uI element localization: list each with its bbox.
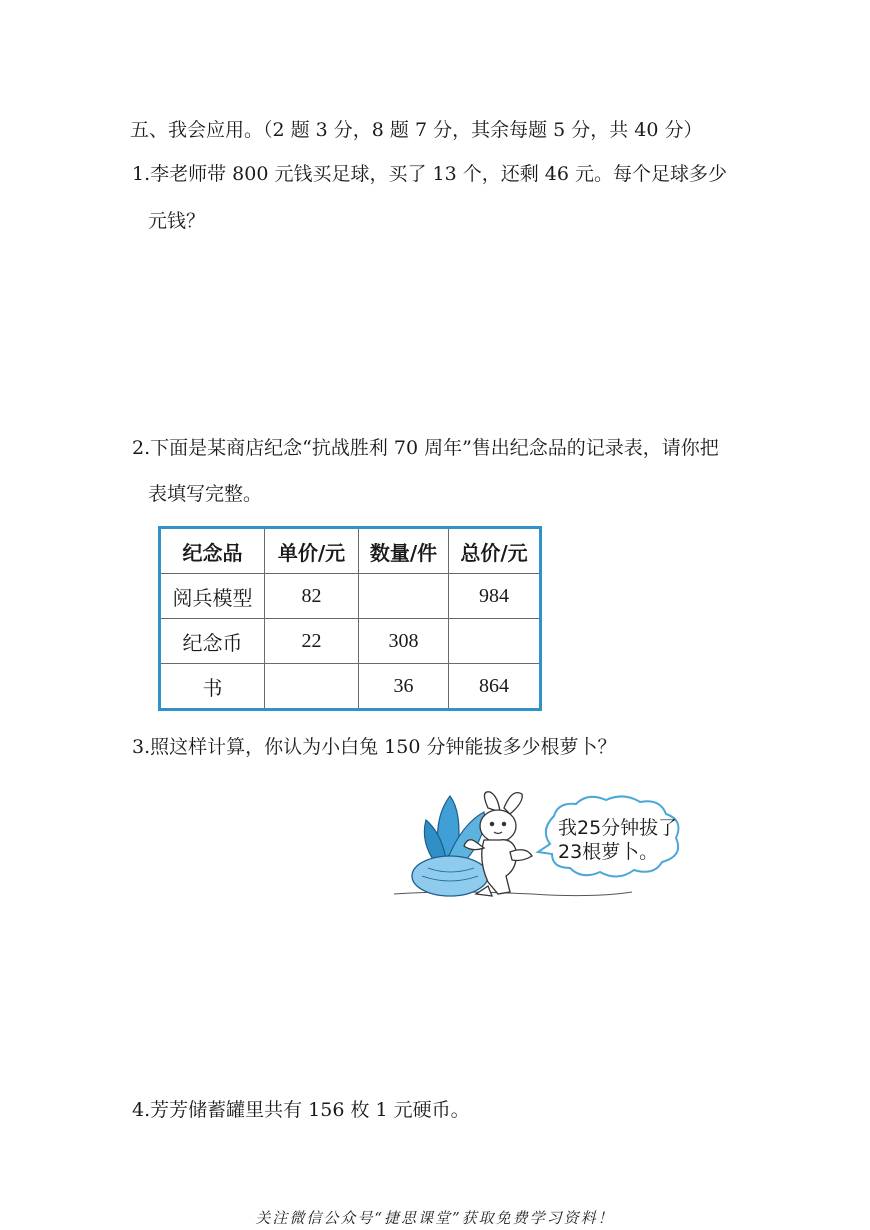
table-header-cell: 总价/元 xyxy=(449,528,541,574)
question-2-line-1: 2.下面是某商店纪念“抗战胜利 70 周年”售出纪念品的记录表，请你把 xyxy=(132,437,719,459)
table-row xyxy=(160,664,541,710)
table-header-cell: 数量/件 xyxy=(359,528,449,574)
table-header-cell: 单价/元 xyxy=(265,528,359,574)
table-cell: 308 xyxy=(359,619,449,664)
table-row xyxy=(160,619,541,664)
table-cell: 36 xyxy=(359,664,449,710)
bubble-text-line-1: 我25分钟拔了 xyxy=(558,817,678,839)
table-cell-blank[interactable] xyxy=(265,664,359,710)
rabbit-carrot-illustration xyxy=(392,790,712,902)
question-2-line-2: 表填写完整。 xyxy=(148,483,263,505)
table-cell-blank[interactable] xyxy=(359,574,449,619)
question-3-line-1: 3.照这样计算，你认为小白兔 150 分钟能拔多少根萝卜？ xyxy=(132,736,617,758)
section-title: 五、我会应用。（2 题 3 分，8 题 7 分，其余每题 5 分，共 40 分） xyxy=(130,119,703,141)
table-cell: 书 xyxy=(160,664,265,710)
footer-note: 关注微信公众号“捷思课堂”获取免费学习资料！ xyxy=(255,1209,615,1227)
turnip-leaves-icon xyxy=(424,796,484,864)
table-cell: 864 xyxy=(449,664,541,710)
souvenir-record-table xyxy=(158,526,542,711)
table-header-cell: 纪念品 xyxy=(160,528,265,574)
table-cell: 阅兵模型 xyxy=(160,574,265,619)
table-cell: 纪念币 xyxy=(160,619,265,664)
table-cell-blank[interactable] xyxy=(449,619,541,664)
table-header-row xyxy=(160,528,541,574)
table-cell: 82 xyxy=(265,574,359,619)
question-1-line-1: 1.李老师带 800 元钱买足球，买了 13 个，还剩 46 元。每个足球多少 xyxy=(132,163,727,185)
table-cell: 984 xyxy=(449,574,541,619)
speech-bubble xyxy=(538,796,678,876)
turnip-icon xyxy=(412,856,488,896)
table-cell: 22 xyxy=(265,619,359,664)
question-4-line-1: 4.芳芳储蓄罐里共有 156 枚 1 元硬币。 xyxy=(132,1099,470,1121)
bubble-text-line-2: 23根萝卜。 xyxy=(558,841,659,863)
question-1-line-2: 元钱？ xyxy=(148,210,206,232)
table-row xyxy=(160,574,541,619)
